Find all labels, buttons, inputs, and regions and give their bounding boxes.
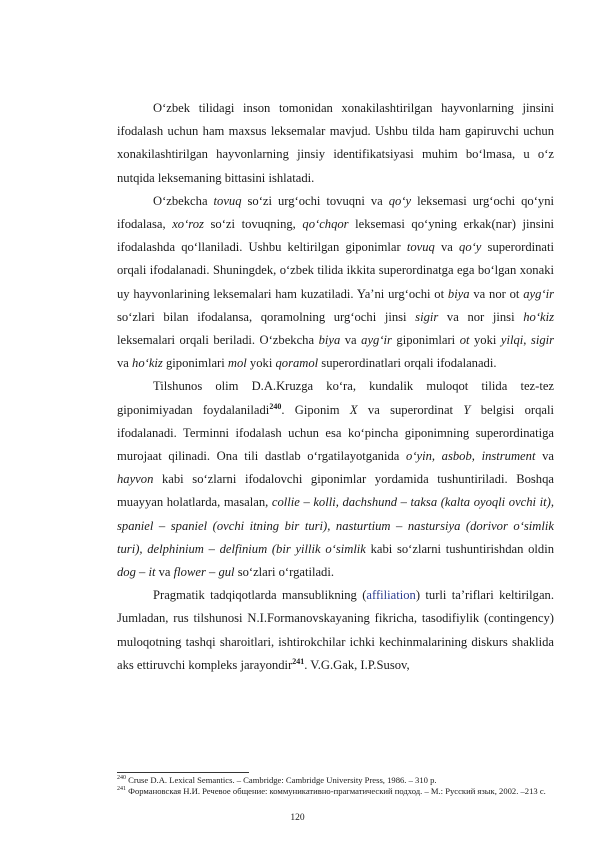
footnote-241 <box>117 786 554 797</box>
term-biya: biya <box>447 286 470 301</box>
term-x: X <box>349 402 358 417</box>
term-examples: collie – kolli, dachshund – taksa (kalta oyoqli ovchi it), spaniel – spaniel (ovchi itning bir turi), nasturtium – nastursiya (dorivor o‘simlik turi), delphinium – delfinium (bir yillik o‘simlik <box>117 495 554 556</box>
text-run: va <box>340 333 362 348</box>
footnotes <box>117 775 554 797</box>
term-qoy: qo‘y <box>459 240 482 255</box>
footnote-separator <box>117 772 249 773</box>
text-run: so‘zi tovuqning, <box>203 217 303 232</box>
text-run: leksemasi urg‘ochi qo‘yni ifodalasa, <box>117 193 555 232</box>
term-mol: mol <box>227 356 247 371</box>
paragraph-2 <box>117 190 554 376</box>
text-run: kabi so‘zlarni ifodalovchi giponimlar yordamida tushuntiriladi. Boshqa muayyan holatlarda, masalan, <box>117 472 554 510</box>
text-run: va <box>434 240 460 255</box>
term-hayvon: hayvon <box>117 472 154 487</box>
text-run: so‘zlari bilan ifodalansa, qoramolning urg‘ochi jinsi <box>117 309 416 324</box>
paragraph-3 <box>117 375 554 584</box>
term-hokiz: ho‘kiz <box>132 356 163 371</box>
term-flower: flower – gul <box>173 565 235 580</box>
term-tovuq: tovuq <box>213 193 242 208</box>
text-run: yoki <box>246 356 276 371</box>
text-run: . V.G.Gak, I.P.Susov, <box>304 657 410 672</box>
footnote-text: Формановская Н.И. Речевое общение: коммуникативно-прагматический подход. – М.: Русский язык, 2002. –213 с. <box>126 786 546 797</box>
text-run: Tilshunos olim D.A.Kruzga ko‘ra, kundalik muloqot tilida tez-tez giponimiyadan foydalaniladi <box>117 379 554 417</box>
term-biya: biya <box>318 333 341 348</box>
text-run: va nor jinsi <box>438 309 524 324</box>
term-qochqor: qo‘chqor <box>302 217 349 232</box>
text-run: superordinatlari orqali ifodalanadi. <box>318 356 497 371</box>
text-run: leksemalari orqali beriladi. O‘zbekcha <box>117 333 319 348</box>
paragraph-1 <box>117 97 554 190</box>
text-run: belgisi orqali ifodalanadi. Terminni ifodalash uchun esa ko‘pincha giponimning superordinatiga murojaat qilinadi. Ona tili dastlab o‘rgatilayotganida <box>117 402 554 464</box>
text-run: giponimlari <box>391 333 460 348</box>
term-aygir: ayg‘ir <box>361 333 392 348</box>
paragraph-4 <box>117 584 554 677</box>
text-run: superordinati orqali ifodalanadi. Shuningdek, o‘zbek tilida ikkita superordinatga ega bo‘lgan xonaki uy hayvonlarining leksemalari ham kuzatiladi. Ya’ni urg‘ochi ot <box>117 240 554 301</box>
footnote-240 <box>117 775 554 786</box>
term-qoy: qo‘y <box>388 193 412 208</box>
footnote-text: Cruse D.A. Lexical Semantics. – Cambridge: Cambridge University Press, 1986. – 310 p. <box>126 775 437 785</box>
text-run: yoki <box>469 333 501 348</box>
term-list: o‘yin, asbob, instrument <box>406 449 536 464</box>
text-run: O‘zbekcha <box>153 193 214 208</box>
text-run: va nor ot <box>469 286 524 301</box>
page-number: 120 <box>290 813 305 823</box>
body-text <box>117 97 554 677</box>
term-hokiz: ho‘kiz <box>523 309 554 324</box>
text-run: so‘zlari o‘rgatiladi. <box>234 565 334 580</box>
text-run: va <box>535 449 554 464</box>
text-run: so‘zi urg‘ochi tovuqni va <box>241 193 389 208</box>
term-sigir: sigir <box>415 309 439 324</box>
text-run: va <box>155 565 174 580</box>
term-ot: ot <box>459 333 470 348</box>
text-run: . Giponim <box>281 402 350 417</box>
term-qoramol: qoramol <box>275 356 319 371</box>
term-yilqi: yilqi <box>500 333 524 348</box>
footnote-ref-241[interactable]: 241 <box>292 656 305 666</box>
text-run: kabi so‘zlarni tushuntirishdan oldin <box>365 541 554 556</box>
text-run: va superordinat <box>357 402 464 417</box>
text-run: Pragmatik tadqiqotlarda mansublikning ( <box>153 588 367 603</box>
text-run: leksemasi qo‘yning erkak(nar) jinsini ifodalashda qo‘llaniladi. Ushbu keltirilgan giponimlar <box>117 217 554 255</box>
footnote-number: 241 <box>117 786 126 793</box>
term-affiliation: affiliation <box>366 588 416 603</box>
text-run: ) turli ta’riflari keltirilgan. Jumladan, rus tilshunosi N.I.Formanovskayaning fikricha, tasodifiylik (contingency) muloqotning tashqi sharoitlari, ishtirokchilar ichki kechinmalarining diskurs shaklida aks ettiruvchi kompleks jarayondir <box>117 588 554 672</box>
term-tovuq: tovuq <box>406 240 435 255</box>
term-dog: dog – it <box>117 565 156 580</box>
footnote-number: 240 <box>117 775 126 782</box>
text-run: va <box>117 356 133 371</box>
paragraph-1-text: O‘zbek tilidagi inson tomonidan xonakilashtirilgan hayvonlarning jinsini ifodalash uchun ham maxsus leksemalar mavjud. Ushbu tilda ham gapiruvchi uchun xonakilashtirilgan hayvonlarning jinsiy identifikatsiyasi muhim bo‘lmasa, u o‘z nutqida leksemaning bittasini ishlatadi. <box>117 101 554 185</box>
term-y: Y <box>463 402 471 417</box>
text-run: , <box>523 333 531 348</box>
term-xoroz: xo‘roz <box>172 217 204 232</box>
footnote-ref-240[interactable]: 240 <box>269 401 282 411</box>
term-sigir: sigir <box>530 333 555 348</box>
term-aygir: ayg‘ir <box>523 286 554 301</box>
text-run: giponimlari <box>162 356 228 371</box>
